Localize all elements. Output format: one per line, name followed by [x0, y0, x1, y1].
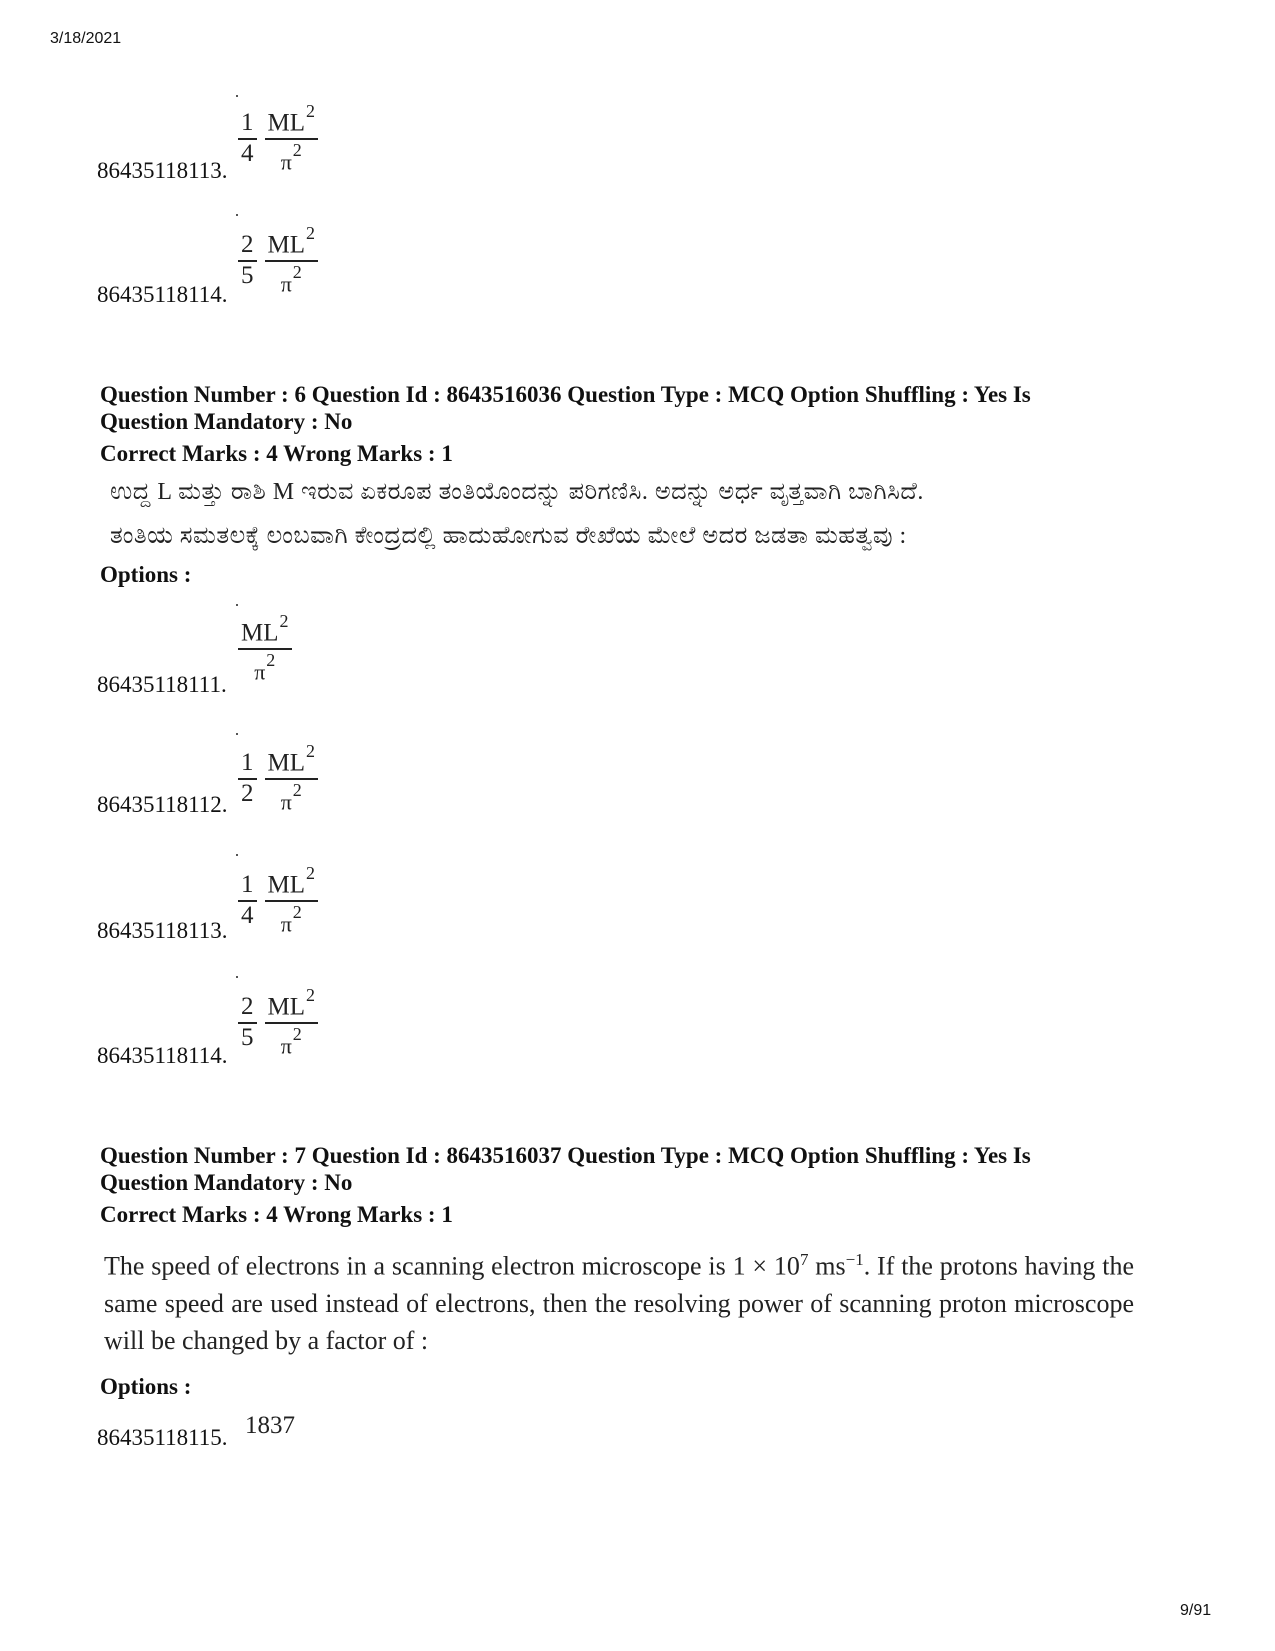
- question-6-meta-line2: Question Mandatory : No: [100, 409, 353, 434]
- option-id: 86435118114.: [97, 282, 228, 307]
- option-id: 86435118111.: [97, 672, 227, 697]
- option-formula-image: [238, 862, 326, 939]
- question-7-meta-line1: Question Number : 7 Question Id : 8643516037 Question Type : MCQ Option Shuffling : Yes Is: [100, 1143, 1031, 1168]
- image-tick: [236, 95, 238, 97]
- question-6-text-line1: ಉದ್ದ L ಮತ್ತು ರಾಶಿ M ಇರುವ ಏಕರೂಪ ತಂತಿಯೊಂದನ್ನು ಪರಿಗಣಿಸಿ. ಅದನ್ನು ಅರ್ಧ ವೃತ್ತವಾಗಿ ಬಾಗಿಸಿದೆ.: [110, 479, 924, 505]
- option-value-image: 1837: [245, 1412, 295, 1439]
- question-6-options-label: Options :: [100, 562, 192, 587]
- image-tick: [236, 604, 238, 606]
- question-7-marks: Correct Marks : 4 Wrong Marks : 1: [100, 1202, 453, 1227]
- question-7-text: The speed of electrons in a scanning electron microscope is $1 \times 10^7$ $ms^{-1}$. If the protons having the same speed are used instead of electrons, then the resolving power of scanning proton microscope will be changed by a factor of :: [104, 1250, 1135, 1355]
- ml2-over-pi2-fraction: $\frac{ML^2}{\pi^2}$: [265, 222, 319, 299]
- coefficient-fraction: $\frac{2}{5}$: [238, 992, 257, 1052]
- option-id: 86435118115.: [97, 1425, 228, 1450]
- ml2-over-pi2-fraction: $\frac{ML^2}{\pi^2}$: [238, 610, 292, 687]
- question-7-options-label: Options :: [100, 1374, 192, 1399]
- question-6-text: [110, 470, 1160, 558]
- ml2-over-pi2-fraction: $\frac{ML^2}{\pi^2}$: [265, 862, 319, 939]
- question-7-meta-line2: Question Mandatory : No: [100, 1170, 353, 1195]
- print-date: 3/18/2021: [50, 30, 122, 47]
- ml2-over-pi2-fraction: $\frac{ML^2}{\pi^2}$: [265, 740, 319, 817]
- option-id: 86435118114.: [97, 1043, 228, 1068]
- image-tick: [236, 976, 238, 978]
- question-7-header: [100, 1142, 1160, 1196]
- option-formula-image: [238, 222, 326, 299]
- option-id: 86435118113.: [97, 918, 228, 943]
- image-tick: [236, 214, 238, 216]
- ml2-over-pi2-fraction: $\frac{ML^2}{\pi^2}$: [265, 100, 319, 177]
- image-tick: [236, 854, 238, 856]
- option-formula-image: [238, 610, 300, 687]
- option-id: 86435118112.: [97, 792, 228, 817]
- page-number: 9/91: [1180, 1602, 1212, 1619]
- question-6-meta-line1: Question Number : 6 Question Id : 8643516036 Question Type : MCQ Option Shuffling : Yes Is: [100, 382, 1031, 407]
- option-formula-image: [238, 740, 326, 817]
- question-6-header: [100, 381, 1160, 435]
- question-6-text-line2: ತಂತಿಯ ಸಮತಲಕ್ಕೆ ಲಂಬವಾಗಿ ಕೇಂದ್ರದಲ್ಲಿ ಹಾದುಹೋಗುವ ರೇಖೆಯ ಮೇಲೆ ಅದರ ಜಡತಾ ಮಹತ್ವವು :: [110, 523, 907, 549]
- coefficient-fraction: $\frac{1}{4}$: [238, 108, 257, 168]
- ml2-over-pi2-fraction: $\frac{ML^2}{\pi^2}$: [265, 984, 319, 1061]
- option-formula-image: [238, 984, 326, 1061]
- coefficient-fraction: $\frac{1}{2}$: [238, 748, 257, 808]
- image-tick: [236, 733, 238, 735]
- option-formula-image: [238, 100, 326, 177]
- option-id: 86435118113.: [97, 158, 228, 183]
- coefficient-fraction: $\frac{2}{5}$: [238, 230, 257, 290]
- coefficient-fraction: $\frac{1}{4}$: [238, 870, 257, 930]
- question-6-marks: Correct Marks : 4 Wrong Marks : 1: [100, 441, 453, 466]
